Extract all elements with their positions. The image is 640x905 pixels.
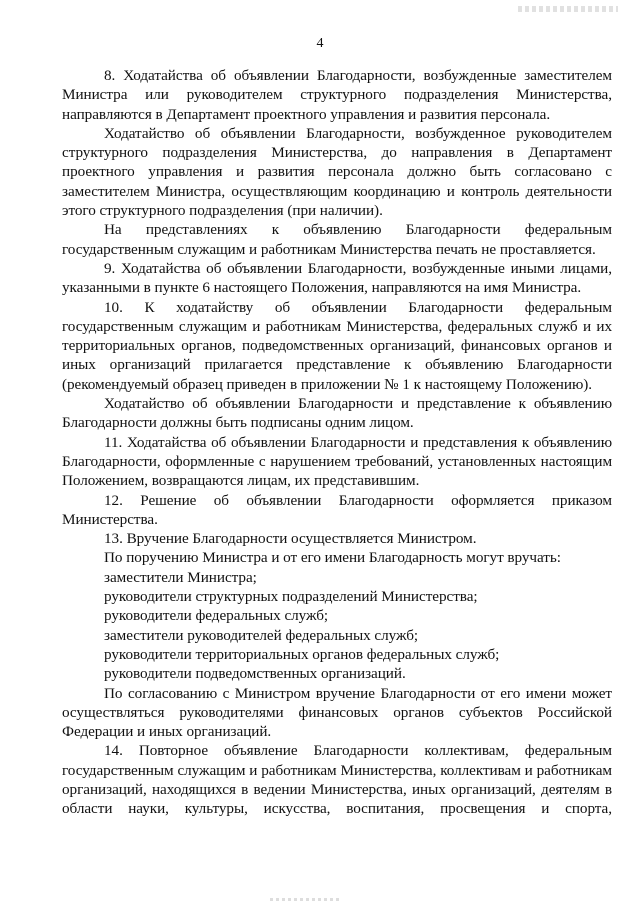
list-item: руководители подведомственных организаций. xyxy=(104,665,406,683)
paragraph-13-delegation: По поручению Министра и от его имени Благодарность могут вручать: xyxy=(104,549,561,567)
document-body xyxy=(62,66,612,819)
list-item: руководители структурных подразделений Министерства; xyxy=(104,588,478,606)
paragraph-8-seal: На представлениях к объявлению Благодарности федеральным государственным служащим и работникам Министерства печать не проставляется. xyxy=(62,221,612,258)
page-number: 4 xyxy=(316,36,324,51)
list-item: руководители территориальных органов федеральных служб; xyxy=(104,645,500,663)
list-item: заместители Министра; xyxy=(104,568,257,586)
paragraph-12: 12. Решение об объявлении Благодарности оформляется приказом Министерства. xyxy=(62,491,612,528)
scan-artifact-bottom xyxy=(270,898,340,901)
scan-artifact-top xyxy=(518,6,618,12)
paragraph-13-regional: По согласованию с Министром вручение Благодарности от его имени может осуществляться руководителями финансовых органов субъектов Российской Федерации и иных организаций. xyxy=(62,684,612,741)
paragraph-9: 9. Ходатайства об объявлении Благодарности, возбужденные иными лицами, указанными в пункте 6 настоящего Положения, направляются на имя Министра. xyxy=(62,259,612,297)
list-item: заместители руководителей федеральных служб; xyxy=(104,626,419,644)
paragraph-11: 11. Ходатайства об объявлении Благодарности и представления к объявлению Благодарности, оформленные с нарушением требований, установленных настоящим Положением, возвращаются лицам, их представившим. xyxy=(62,433,612,490)
paragraph-10-signature: Ходатайство об объявлении Благодарности и представление к объявлению Благодарности должны быть подписаны одним лицом. xyxy=(62,395,612,432)
paragraph-14: 14. Повторное объявление Благодарности коллективам, федеральным государственным служащим и работникам Министерства, коллективам и работникам организаций, находящихся в ведении Министерства, иных организаций, деятелям в области науки, культуры, искусства, воспитания, просвещения и спорта, xyxy=(62,742,612,818)
list-item: руководители федеральных служб; xyxy=(104,607,329,625)
paragraph-10: 10. К ходатайству об объявлении Благодарности федеральным государственным служащим и работникам Министерства, федеральных служб и их территориальных органов, подведомственных организаций, финансовых органов и иных организаций прилагается представление к объявлению Благодарности (рекомендуемый образец приведен в приложении № 1 к настоящему Положению). xyxy=(62,298,612,393)
paragraph-13: 13. Вручение Благодарности осуществляется Министром. xyxy=(104,530,477,548)
paragraph-8: 8. Ходатайства об объявлении Благодарности, возбужденные заместителем Министра или руководителем структурного подразделения Министерства, направляются в Департамент проектного управления и развития персонала. xyxy=(62,67,612,123)
paragraph-8-approval: Ходатайство об объявлении Благодарности, возбужденное руководителем структурного подразделения Министерства, до направления в Департамент проектного управления и развития персонала должно быть согласовано с заместителем Министра, осуществляющим координацию и контроль деятельности этого структурного подразделения (при наличии). xyxy=(62,124,612,220)
